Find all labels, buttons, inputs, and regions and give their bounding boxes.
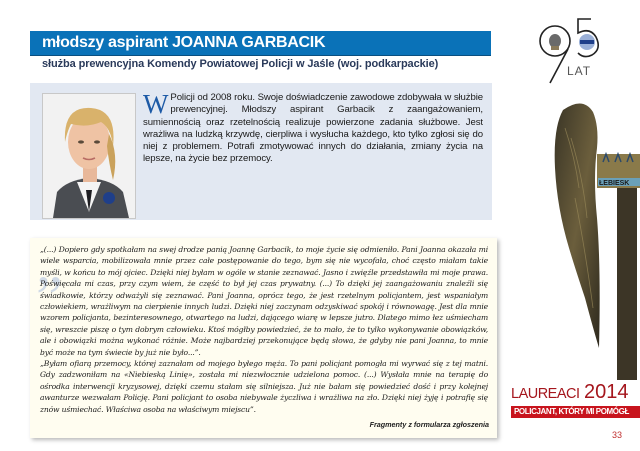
rank-label: młodszy aspirant [42, 34, 168, 51]
page-title [42, 34, 325, 52]
laureates-heading [511, 382, 628, 404]
portrait-image [43, 94, 135, 218]
bio-text [143, 89, 483, 166]
portrait-photo [42, 93, 136, 219]
laureates-label: LAUREACI [511, 386, 580, 402]
eagle-emblem-icon [549, 34, 561, 50]
bio-paragraph: Policji od 2008 roku. Swoje doświadczenie zawodowe zdobywała w służbie prewencyjnej. Młodszy aspirant Garbacik z zaangażowaniem, sumiennością oraz rzetelnością realizuje powierzone zadania służbowe. Jest wrażliwa na ludzką krzywdę, cierpliwa i wysłucha każdego, kto tylko zgłosi się do niej z problemem. Potrafi zmotywować innych do działania, zmiany życia na lepsze, na życie bez przemocy. [143, 92, 483, 165]
quote-mark-icon: „ [36, 230, 63, 296]
anniversary-logo [530, 15, 630, 85]
testimonial-source: Fragmenty z formularza zgłoszenia [369, 420, 489, 429]
subtitle: służba prewencyjna Komendy Powiatowej Policji w Jaśle (woj. podkarpackie) [42, 58, 439, 70]
95-years-logo-icon [530, 15, 630, 85]
police-star-icon [579, 34, 595, 50]
logo-lat-label: LAT [567, 64, 592, 78]
page-number: 33 [612, 430, 623, 440]
dropcap: W [143, 89, 169, 119]
title-bar [30, 31, 491, 56]
person-name: JOANNA GARBACIK [172, 34, 326, 51]
testimonial-box [30, 230, 497, 438]
testimonial-paragraph-1: „(...) Dopiero gdy spotkałam na swej drodze panią Joannę Garbacik, to moje życie się odmieniło. Pani Joanna okazała mi wiele wsparcia, mobilizowała mnie przez całe postępowanie do tego, bym się nie wycofała, choć często miałam takie myśli, w końcu to mój ojciec. Dzięki niej byłam w ogóle w stanie zeznawać. Jasno i zwięźle przedstawiła mi moje prawa. Poświęcała mi czas, przy czym wiem, że część to był jej czas prywatny. (...) To dzięki jej zaangażowaniu znaleźli się świadkowie, którzy odważyli się zeznawać. Pani Joanna, oprócz tego, że jest rzetelnym policjantem, jest wspaniałym człowiekiem, wrażliwym na cierpienie innych ludzi. Dzięki niej zaczynam odzyskiwać spokój i równowagę. Jest dla mnie wzorem policjanta, bezinteresownego, otwartego na ludzi, dającego wiarę w lepsze jutro. Dlatego mimo łez uśmiecham się, wreszcie piszę o tym dobrym człowieku. Ktoś mógłby powiedzieć, że to mało, że to tylko wykonywanie obowiązków, ale i obowiązki można wykonać różnie. Może najbardziej przekonujące będą słowa, że gdyby nie pani Joanna, to mnie być może na tym świecie by już nie było...”. [40, 245, 488, 357]
tagline-banner [511, 406, 640, 418]
bio-panel [30, 83, 492, 220]
angel-wing-statue-icon [535, 98, 640, 380]
tagline-text: POLICJANT, KTÓRY MI POMÓGŁ [514, 407, 629, 416]
statue-image [535, 98, 640, 380]
testimonial-paragraph-2: „Byłam ofiarą przemocy, której zaznałam od mojego byłego męża. To pani policjant pomogła mi wyrwać się z tej matni. Gdy zadzwoniłam na «Niebieską Linię», została mi niezwłocznie udzielona pomoc. (...) Wysłała mnie na terapię do ośrodka interwencji kryzysowej, dzięki czemu stałam się silniejsza. Już nie bałam się powiedzieć dość i przy kolejnej awanturze wezwałam Policję. Pani policjant to osoba niebywale życzliwa i wrażliwa na zło. Dzięki niej żyję i potrafię się znów uśmiechać. Właściwa osoba na właściwym miejscu”. [40, 359, 488, 414]
laureates-year: 2014 [583, 381, 629, 403]
statue-banner-text: ŁEBIESK [599, 180, 630, 187]
